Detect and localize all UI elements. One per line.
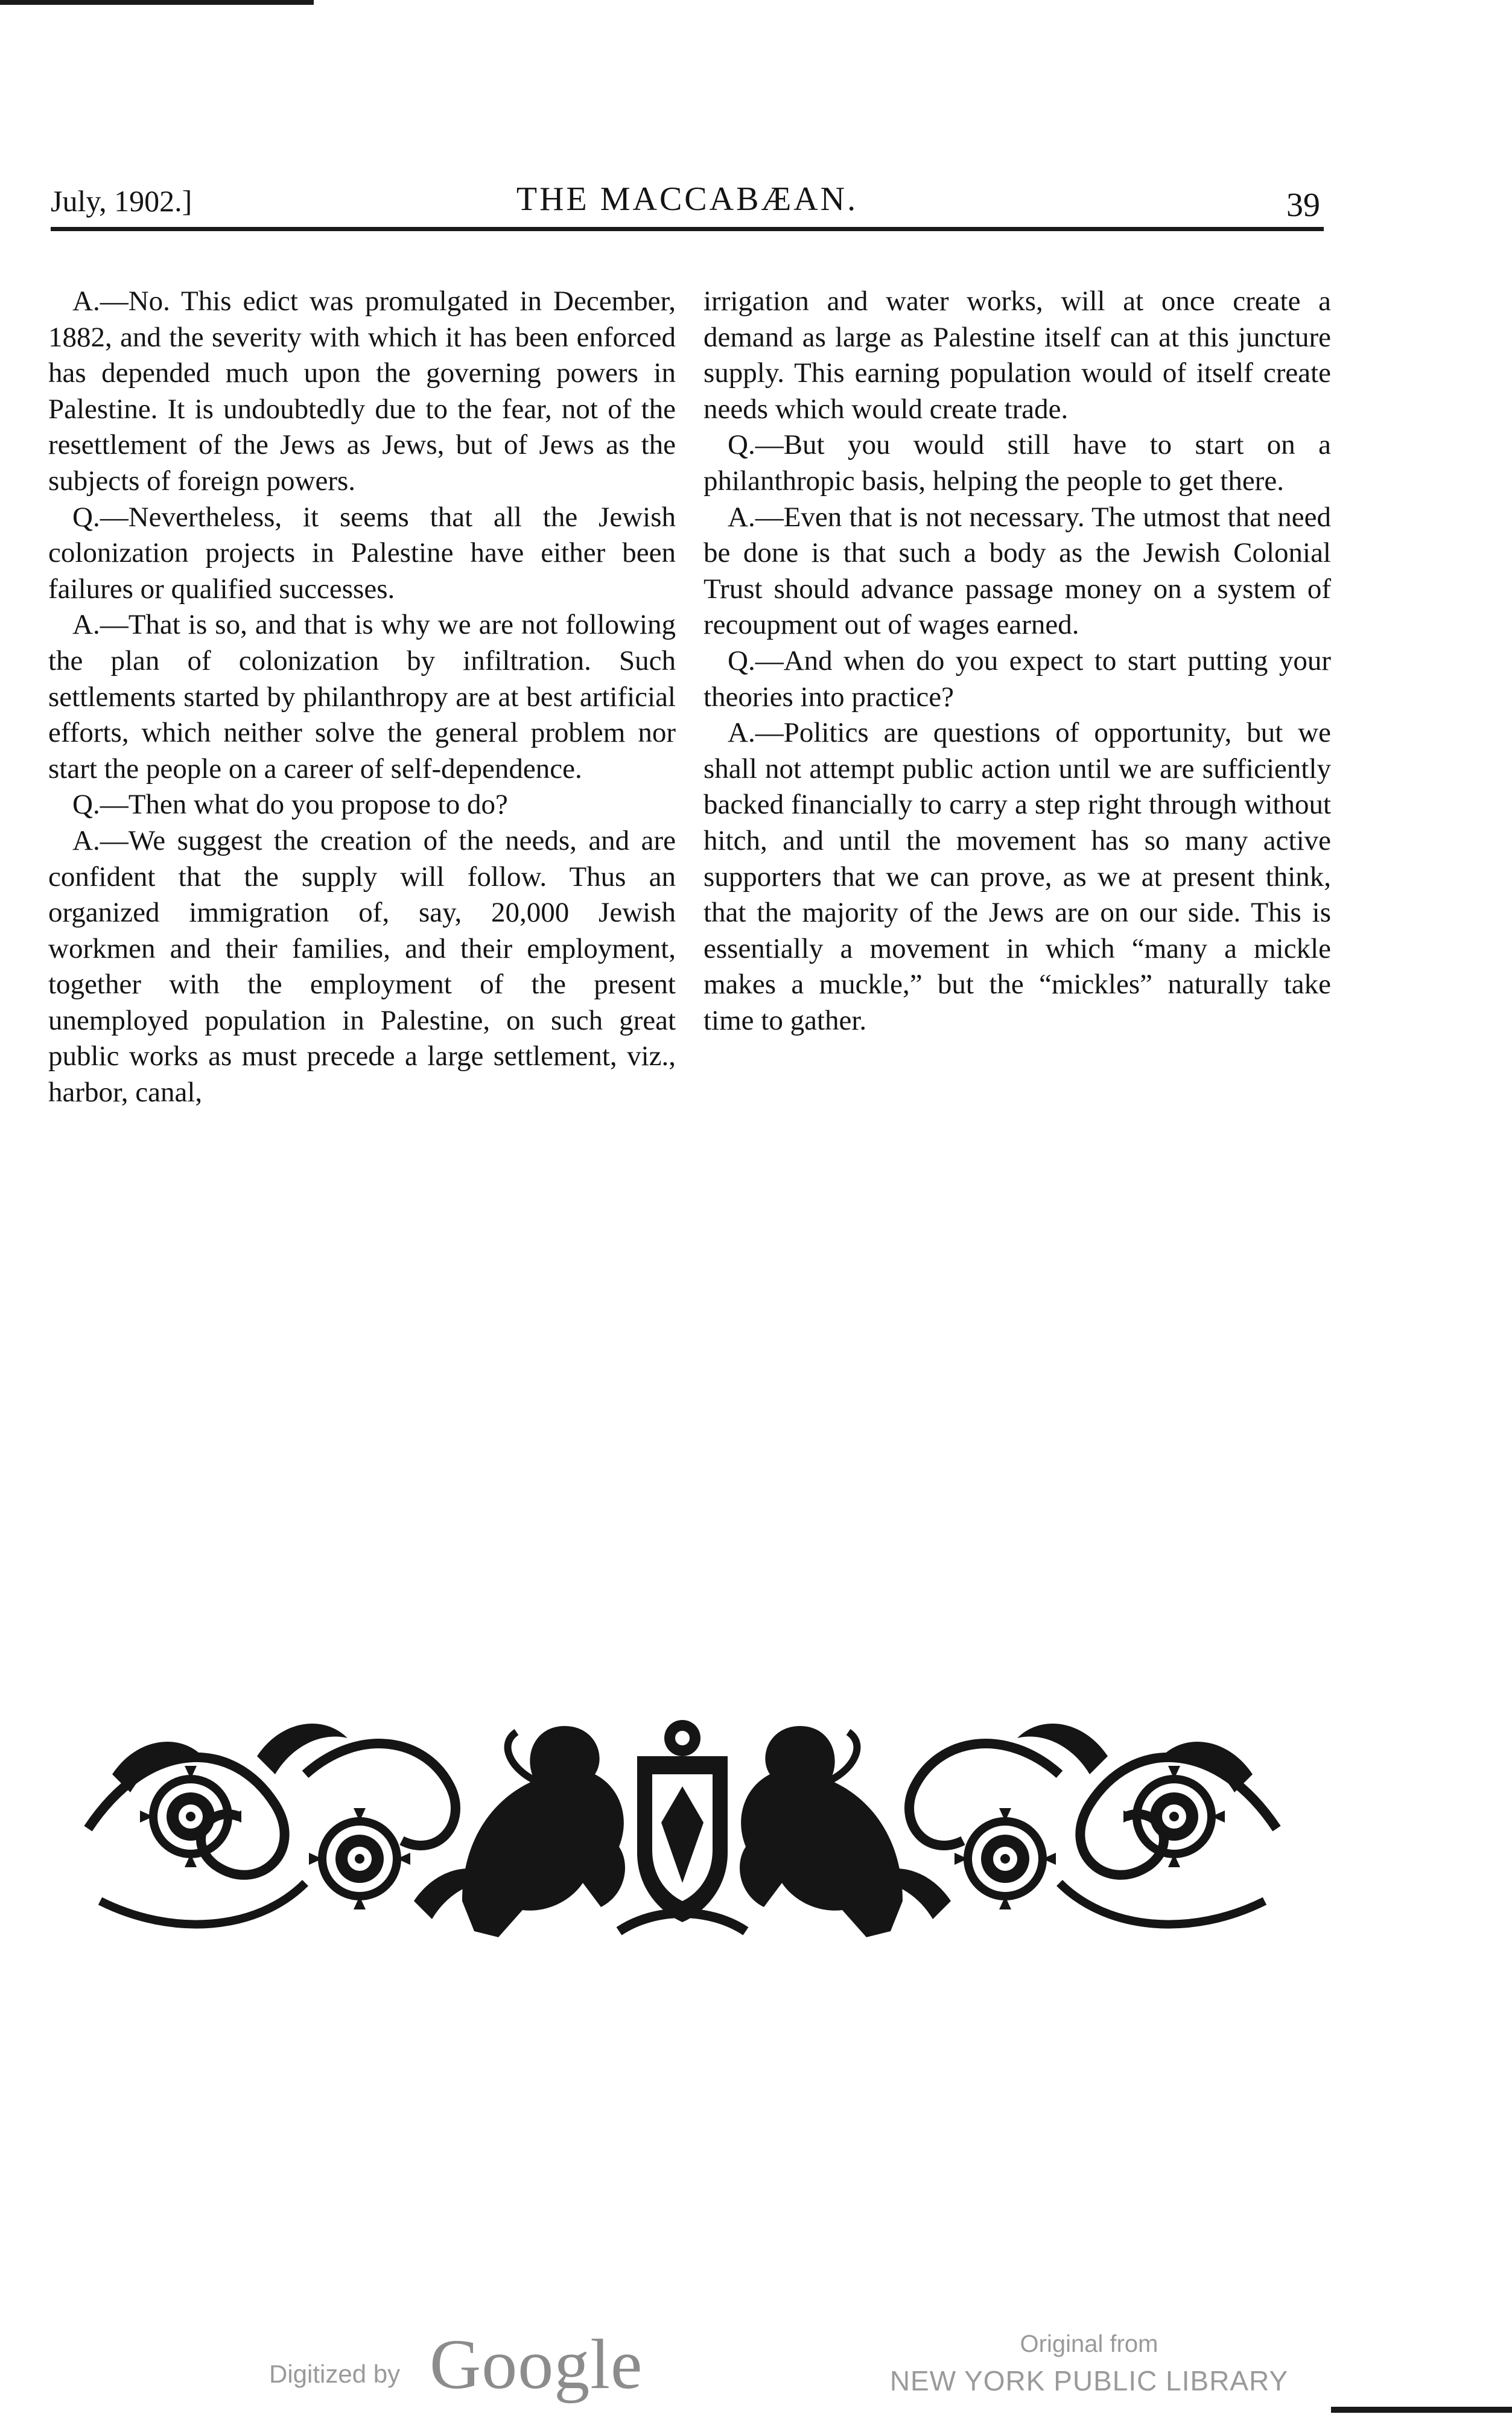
running-head xyxy=(51,179,1324,231)
paragraph: A.—No. This edict was promulgated in December, 1882, and the severity with which it has been enforced has depended much upon the governing powers in Palestine. It is undoubtedly due to the fear, not of the resettlement of the Jews as Jews, but of Jews as the subjects of foreign powers. xyxy=(48,285,676,497)
paragraph: A.—Politics are questions of opportunity, but we shall not attempt public action until we are sufficiently backed financially to carry a step right through without hitch, and until the movement has so many active supporters that we can prove, as we at present think, that the majority of the Jews are on our side. This is essentially a movement in which “many a mickle makes a muckle,” but the “mickles” naturally take time to gather. xyxy=(704,717,1331,1036)
page-number: 39 xyxy=(1286,186,1320,224)
library-name: NEW YORK PUBLIC LIBRARY xyxy=(889,2365,1289,2396)
left-column xyxy=(48,284,676,1111)
paragraph: A.—That is so, and that is why we are not following the plan of colonization by infiltration. Such settlements started by philanthropy are at best artificial efforts, which neither solve the general problem nor start the people on a career of self-dependence. xyxy=(48,609,676,785)
paragraph: A.—We suggest the creation of the needs, and are confident that the supply will follow. Thus an organized immigration of, say, 20,000 Jewish workmen and their families, and their employment, together with the employment of the present unemployed population in Palestine, on such great public works as must precede a large settlement, viz., harbor, canal, xyxy=(48,824,676,1109)
journal-title: THE MACCABÆAN. xyxy=(516,180,859,218)
right-column xyxy=(704,284,1331,1039)
original-from-label: Original from xyxy=(1020,2331,1158,2357)
top-edge-rule xyxy=(0,0,314,5)
paragraph: Q.—But you would still have to start on a philanthropic basis, helping the people to get there. xyxy=(704,429,1331,497)
decorative-tailpiece xyxy=(76,1702,1289,1949)
paragraph: Q.—Then what do you propose to do? xyxy=(72,789,508,821)
digitized-by-label: Digitized by xyxy=(269,2360,401,2388)
digitization-footer xyxy=(0,2173,1512,2414)
paragraph: A.—Even that is not necessary. The utmost that need be done is that such a body as the Jewish Colonial Trust should advance passage money on a system of recoupment out of wages earned. xyxy=(704,501,1331,641)
paragraph: Q.—Nevertheless, it seems that all the Jewish colonization projects in Palestine have either been failures or qualified successes. xyxy=(48,501,676,605)
bottom-edge-rule xyxy=(1331,2407,1512,2413)
paragraph: Q.—And when do you expect to start putting your theories into practice? xyxy=(704,645,1331,713)
issue-date: July, 1902.] xyxy=(51,184,192,218)
paragraph: irrigation and water works, will at once create a demand as large as Palestine itself can at this juncture supply. This earning population would of itself create needs which would create trade. xyxy=(704,285,1331,425)
google-logo: Google xyxy=(430,2325,643,2404)
ornament-lions-crest-icon xyxy=(76,1702,1289,1949)
